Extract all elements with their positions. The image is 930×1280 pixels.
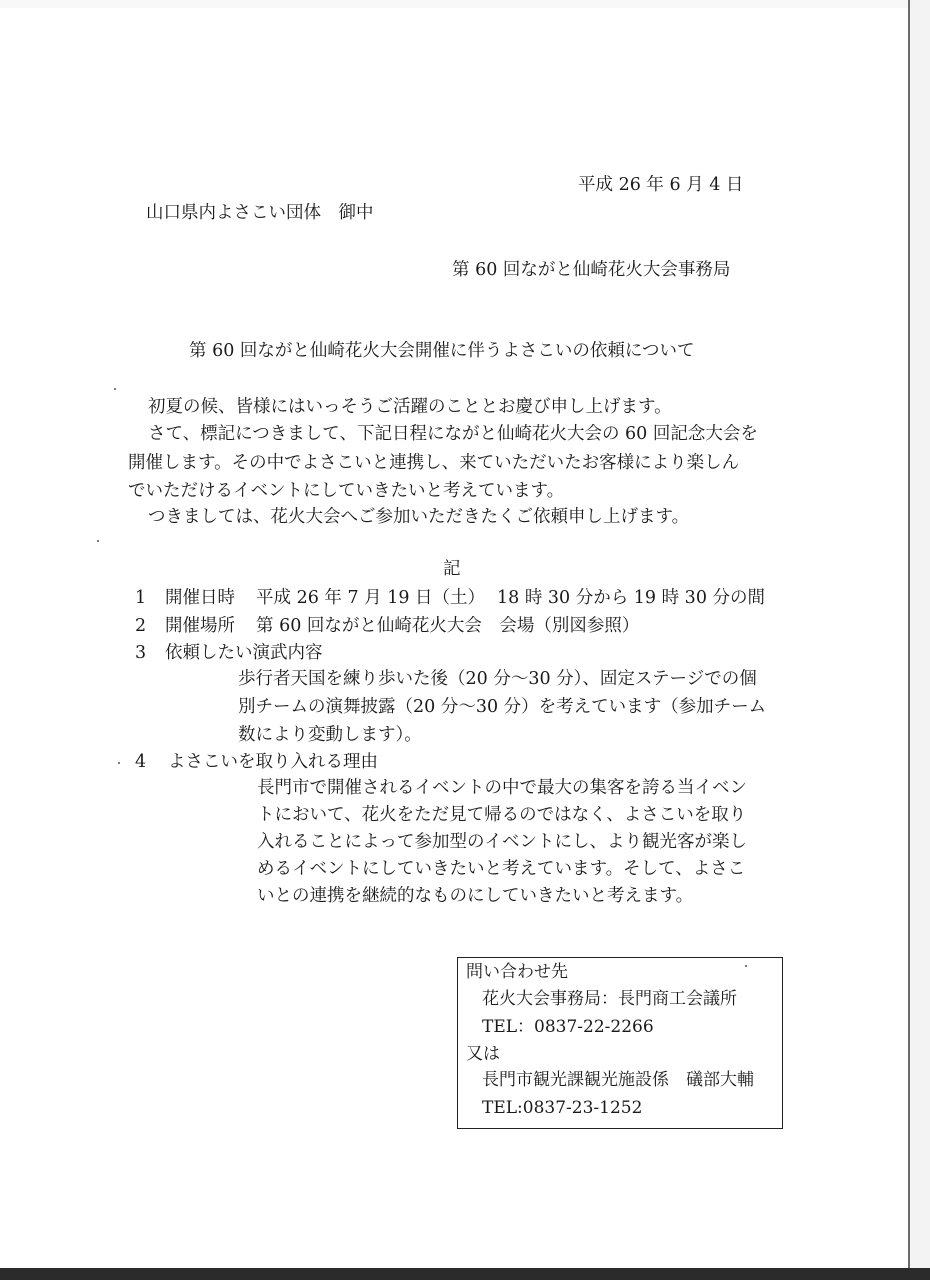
item-detail-line: いとの連携を継続的なものにしていきたいと考えます。 (257, 886, 694, 906)
item-number: 2 (135, 616, 147, 636)
item-value: 平成 26 年 7 月 19 日（土） (256, 588, 486, 608)
body-paragraph-2-cont: 開催します。その中でよさこいと連携し、来ていただいたお客様により楽しん (128, 453, 740, 473)
body-paragraph-2: さて、標記につきまして、下記日程にながと仙崎花火大会の 60 回記念大会を (148, 424, 758, 444)
scan-speck (118, 762, 120, 764)
subject-title: 第 60 回ながと仙崎花火大会開催に伴うよさこいの依頼について (189, 341, 695, 361)
body-paragraph-3: つきましては、花火大会へご参加いただきたくご依頼申し上げます。 (148, 507, 690, 527)
item-number: 1 (135, 588, 147, 608)
addressee: 山口県内よさこい団体 御中 (146, 203, 374, 223)
scan-speck (745, 965, 747, 967)
item-detail-line: 歩行者天国を練り歩いた後（20 分～30 分）、固定ステージでの個 (238, 669, 757, 689)
item-detail-line: トにおいて、花火をただ見て帰るのではなく、よさこいを取り (257, 805, 747, 825)
scan-speck (97, 540, 99, 542)
item-label: 開催日時 (165, 588, 235, 608)
scan-speck (114, 388, 116, 390)
item-detail-line: 長門市で開催されるイベントの中で最大の集客を誇る当イベン (257, 778, 747, 798)
item-number: 3 (135, 643, 147, 663)
item-detail-line: めるイベントにしていきたいと考えています。そして、よさこ (257, 859, 746, 879)
contact-tel-2: TEL:0837-23-1252 (482, 1098, 643, 1118)
scan-top-edge (0, 0, 930, 8)
ki-heading: 記 (443, 559, 461, 579)
body-paragraph-2-end: でいただけるイベントにしていきたいと考えています。 (128, 481, 565, 501)
contact-heading: 問い合わせ先 (466, 962, 568, 982)
contact-tel: TEL：0837-22-2266 (482, 1017, 654, 1037)
item-value: 第 60 回ながと仙崎花火大会 会場（別図参照） (256, 616, 640, 636)
sender: 第 60 回ながと仙崎花火大会事務局 (452, 260, 731, 280)
body-paragraph-1: 初夏の候、皆様にはいっそうご活躍のこととお慶び申し上げます。 (148, 397, 672, 417)
item-number: 4 (135, 752, 147, 772)
contact-box (457, 957, 783, 1129)
contact-or: 又は (466, 1044, 500, 1064)
item-label: 開催場所 (165, 616, 235, 636)
item-label: よさこいを取り入れる理由 (168, 752, 378, 772)
item-label: 依頼したい演武内容 (165, 643, 323, 663)
item-detail-line: 入れることによって参加型のイベントにし、より観光客が楽し (257, 832, 747, 852)
scan-bottom-edge (0, 1268, 930, 1280)
item-detail-line: 数により変動します）。 (238, 725, 422, 745)
contact-office-2: 長門市観光課観光施設係 礒部大輔 (482, 1070, 754, 1090)
item-detail-line: 別チームの演舞披露（20 分～30 分）を考えています（参加チーム (238, 697, 767, 717)
document-date: 平成 26 年 6 月 4 日 (578, 175, 744, 195)
item-time: 18 時 30 分から 19 時 30 分の間 (497, 588, 766, 608)
scan-right-edge (908, 0, 930, 1280)
contact-office: 花火大会事務局：長門商工会議所 (482, 989, 737, 1009)
